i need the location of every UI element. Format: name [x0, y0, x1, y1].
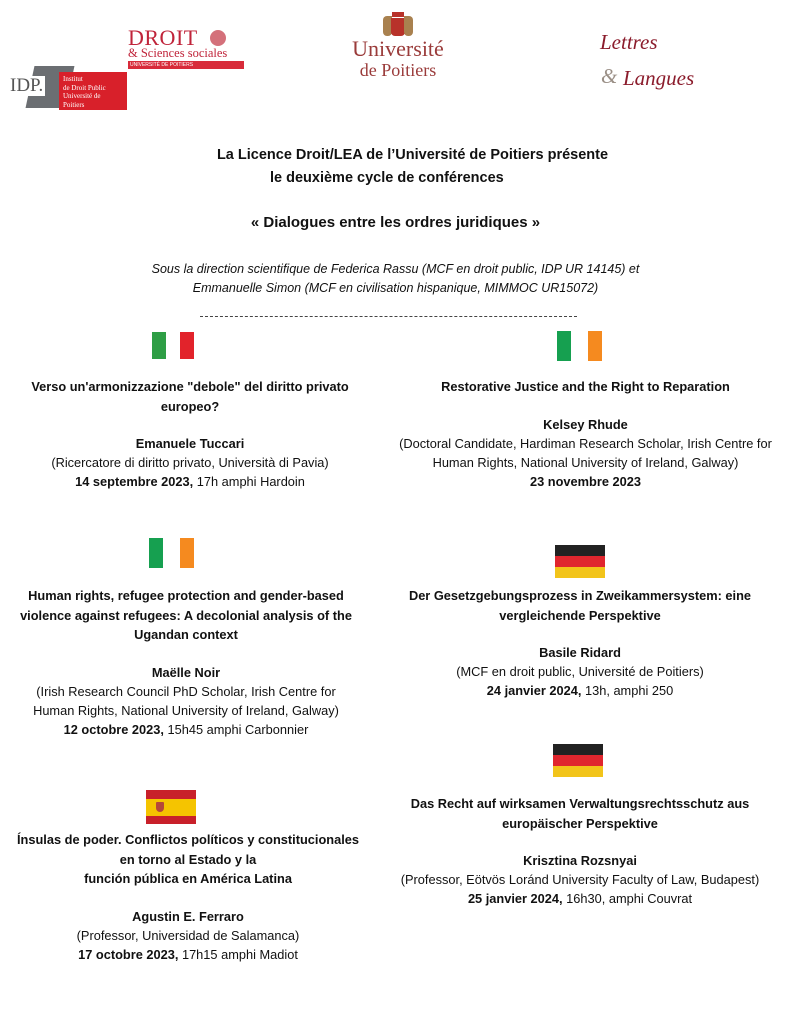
- talk-schedule: [0, 720, 372, 739]
- idp-line3: Université de Poitiers: [63, 92, 101, 109]
- droit-sciences-sociales-logo: [128, 25, 246, 70]
- talk-time-room: 13h, amphi 250: [581, 683, 674, 698]
- spain-coat-of-arms-icon: [156, 802, 164, 812]
- talk-title: [380, 377, 791, 397]
- talk-affiliation: Human Rights, National University of Ireland, Galway): [432, 454, 739, 470]
- idp-line2: de Droit Public: [63, 83, 106, 92]
- talk-date: 25 janvier 2024,: [467, 891, 563, 906]
- talk-title-line: europäischer Perspektive: [502, 815, 658, 831]
- separator-line: [200, 316, 577, 317]
- talk-block: [380, 377, 791, 491]
- droit-logo-title: DROIT: [128, 25, 198, 50]
- lettres-logo-line2: Langues: [623, 66, 695, 90]
- scientific-direction: [0, 260, 791, 298]
- talk-affiliation: (MCF en droit public, Université de Poitiers): [456, 664, 704, 679]
- germany-flag-icon: [553, 744, 603, 777]
- talk-time-room: 16h30, amphi Couvrat: [562, 891, 693, 906]
- talk-affiliation: Human Rights, National University of Ireland, Galway): [33, 702, 339, 718]
- talk-date: 14 septembre 2023,: [75, 474, 194, 489]
- lettres-logo-ampersand: &: [601, 64, 618, 88]
- talk-affiliation: (Irish Research Council PhD Scholar, Irish Centre for: [36, 683, 336, 699]
- germany-flag-icon: [555, 545, 605, 578]
- talk-affiliation: (Professor, Eötvös Loránd University Faculty of Law, Budapest): [400, 872, 760, 887]
- university-logo-subname: de Poitiers: [359, 60, 437, 80]
- spain-flag-icon: [146, 790, 196, 824]
- talk-schedule: [380, 889, 780, 908]
- talk-title: [0, 586, 372, 645]
- lettres-logo-line1: Lettres: [600, 30, 658, 54]
- talk-affiliation: (Ricercatore di diritto privato, Università di Pavia): [51, 455, 329, 470]
- ireland-flag-icon: [557, 331, 603, 361]
- idp-line1: Institut: [63, 75, 83, 83]
- droit-logo-bar: UNIVERSITÉ DE POITIERS: [128, 61, 244, 69]
- idp-red-box: [59, 72, 127, 110]
- talk-date: 12 octobre 2023,: [63, 721, 164, 737]
- talk-speaker: Maëlle Noir: [151, 664, 221, 680]
- talk-schedule: [380, 681, 780, 700]
- talk-title-line: Ugandan context: [134, 627, 238, 642]
- series-title: « Dialogues entre les ordres juridiques »: [250, 214, 541, 231]
- talk-title-line: Restorative Justice and the Right to Reparation: [441, 379, 730, 394]
- talk-block: [0, 830, 376, 964]
- university-logo-name: Université: [352, 36, 444, 61]
- talk-date: 23 novembre 2023: [530, 473, 641, 489]
- header-line2: le deuxième cycle de conférences: [270, 170, 504, 186]
- talk-title-line: vergleichende Perspektive: [499, 607, 661, 623]
- university-crest-icon: [383, 10, 413, 38]
- talk-date: 24 janvier 2024,: [486, 683, 582, 698]
- talk-block: [380, 586, 780, 700]
- talk-block: [0, 586, 372, 739]
- talk-affiliation: (Doctoral Candidate, Hardiman Research Scholar, Irish Centre for: [399, 435, 772, 451]
- droit-logo-subtitle: & Sciences sociales: [128, 46, 228, 60]
- talk-speaker: Kelsey Rhude: [543, 416, 628, 432]
- talk-block: [0, 377, 380, 491]
- talk-date: 17 octobre 2023,: [78, 946, 179, 962]
- talk-speaker: Agustin E. Ferraro: [132, 908, 244, 924]
- talk-title-line: Der Gesetzgebungsprozess in Zweikammersystem: eine: [408, 588, 752, 603]
- universite-de-poitiers-logo: [343, 8, 453, 88]
- direction-line2: Emmanuelle Simon (MCF en civilisation hispanique, MIMMOC UR15072): [192, 281, 599, 295]
- talk-title-line: función pública en América Latina: [84, 871, 292, 886]
- direction-line1: Sous la direction scientifique de Federica Rassu (MCF en droit public, IDP UR 14145) et: [151, 262, 640, 276]
- talk-title-line: Verso un'armonizzazione "debole" del diritto privato: [31, 379, 349, 394]
- talk-schedule: [380, 472, 791, 491]
- talk-title-line: Das Recht auf wirksamen Verwaltungsrechtsschutz aus: [410, 796, 750, 811]
- talk-title: [380, 586, 780, 625]
- talk-speaker: Basile Ridard: [539, 645, 621, 660]
- talk-title-line: Human rights, refugee protection and gender-based: [28, 588, 344, 603]
- talk-block: [380, 794, 780, 908]
- talk-time-room: 15h45 amphi Carbonnier: [163, 721, 309, 737]
- lettres-langues-logo: [597, 30, 717, 100]
- talk-schedule: [0, 472, 380, 491]
- ireland-flag-icon: [149, 538, 195, 568]
- talk-title: [0, 377, 380, 416]
- talk-schedule: [0, 945, 376, 964]
- talk-title: [380, 794, 780, 833]
- header-line1: La Licence Droit/LEA de l’Université de Poitiers présente: [216, 147, 609, 163]
- talk-time-room: 17h15 amphi Madiot: [178, 946, 298, 962]
- droit-seal-icon: [210, 30, 226, 46]
- talk-time-room: 17h amphi Hardoin: [193, 474, 305, 489]
- talk-title-line: europeo?: [160, 398, 220, 414]
- talk-title-line: violence against refugees: A decolonial analysis of the: [20, 607, 352, 623]
- idp-logo: [8, 62, 123, 110]
- talk-title-line: Ínsulas de poder. Conflictos políticos y constitucionales: [16, 832, 360, 847]
- talk-title: [0, 830, 376, 889]
- talk-affiliation: (Professor, Universidad de Salamanca): [76, 927, 300, 943]
- idp-acronym: IDP.: [10, 75, 44, 96]
- italy-flag-icon: [152, 332, 194, 359]
- talk-title-line: en torno al Estado y la: [119, 851, 257, 867]
- talk-speaker: Krisztina Rozsnyai: [523, 853, 637, 868]
- talk-speaker: Emanuele Tuccari: [135, 436, 245, 451]
